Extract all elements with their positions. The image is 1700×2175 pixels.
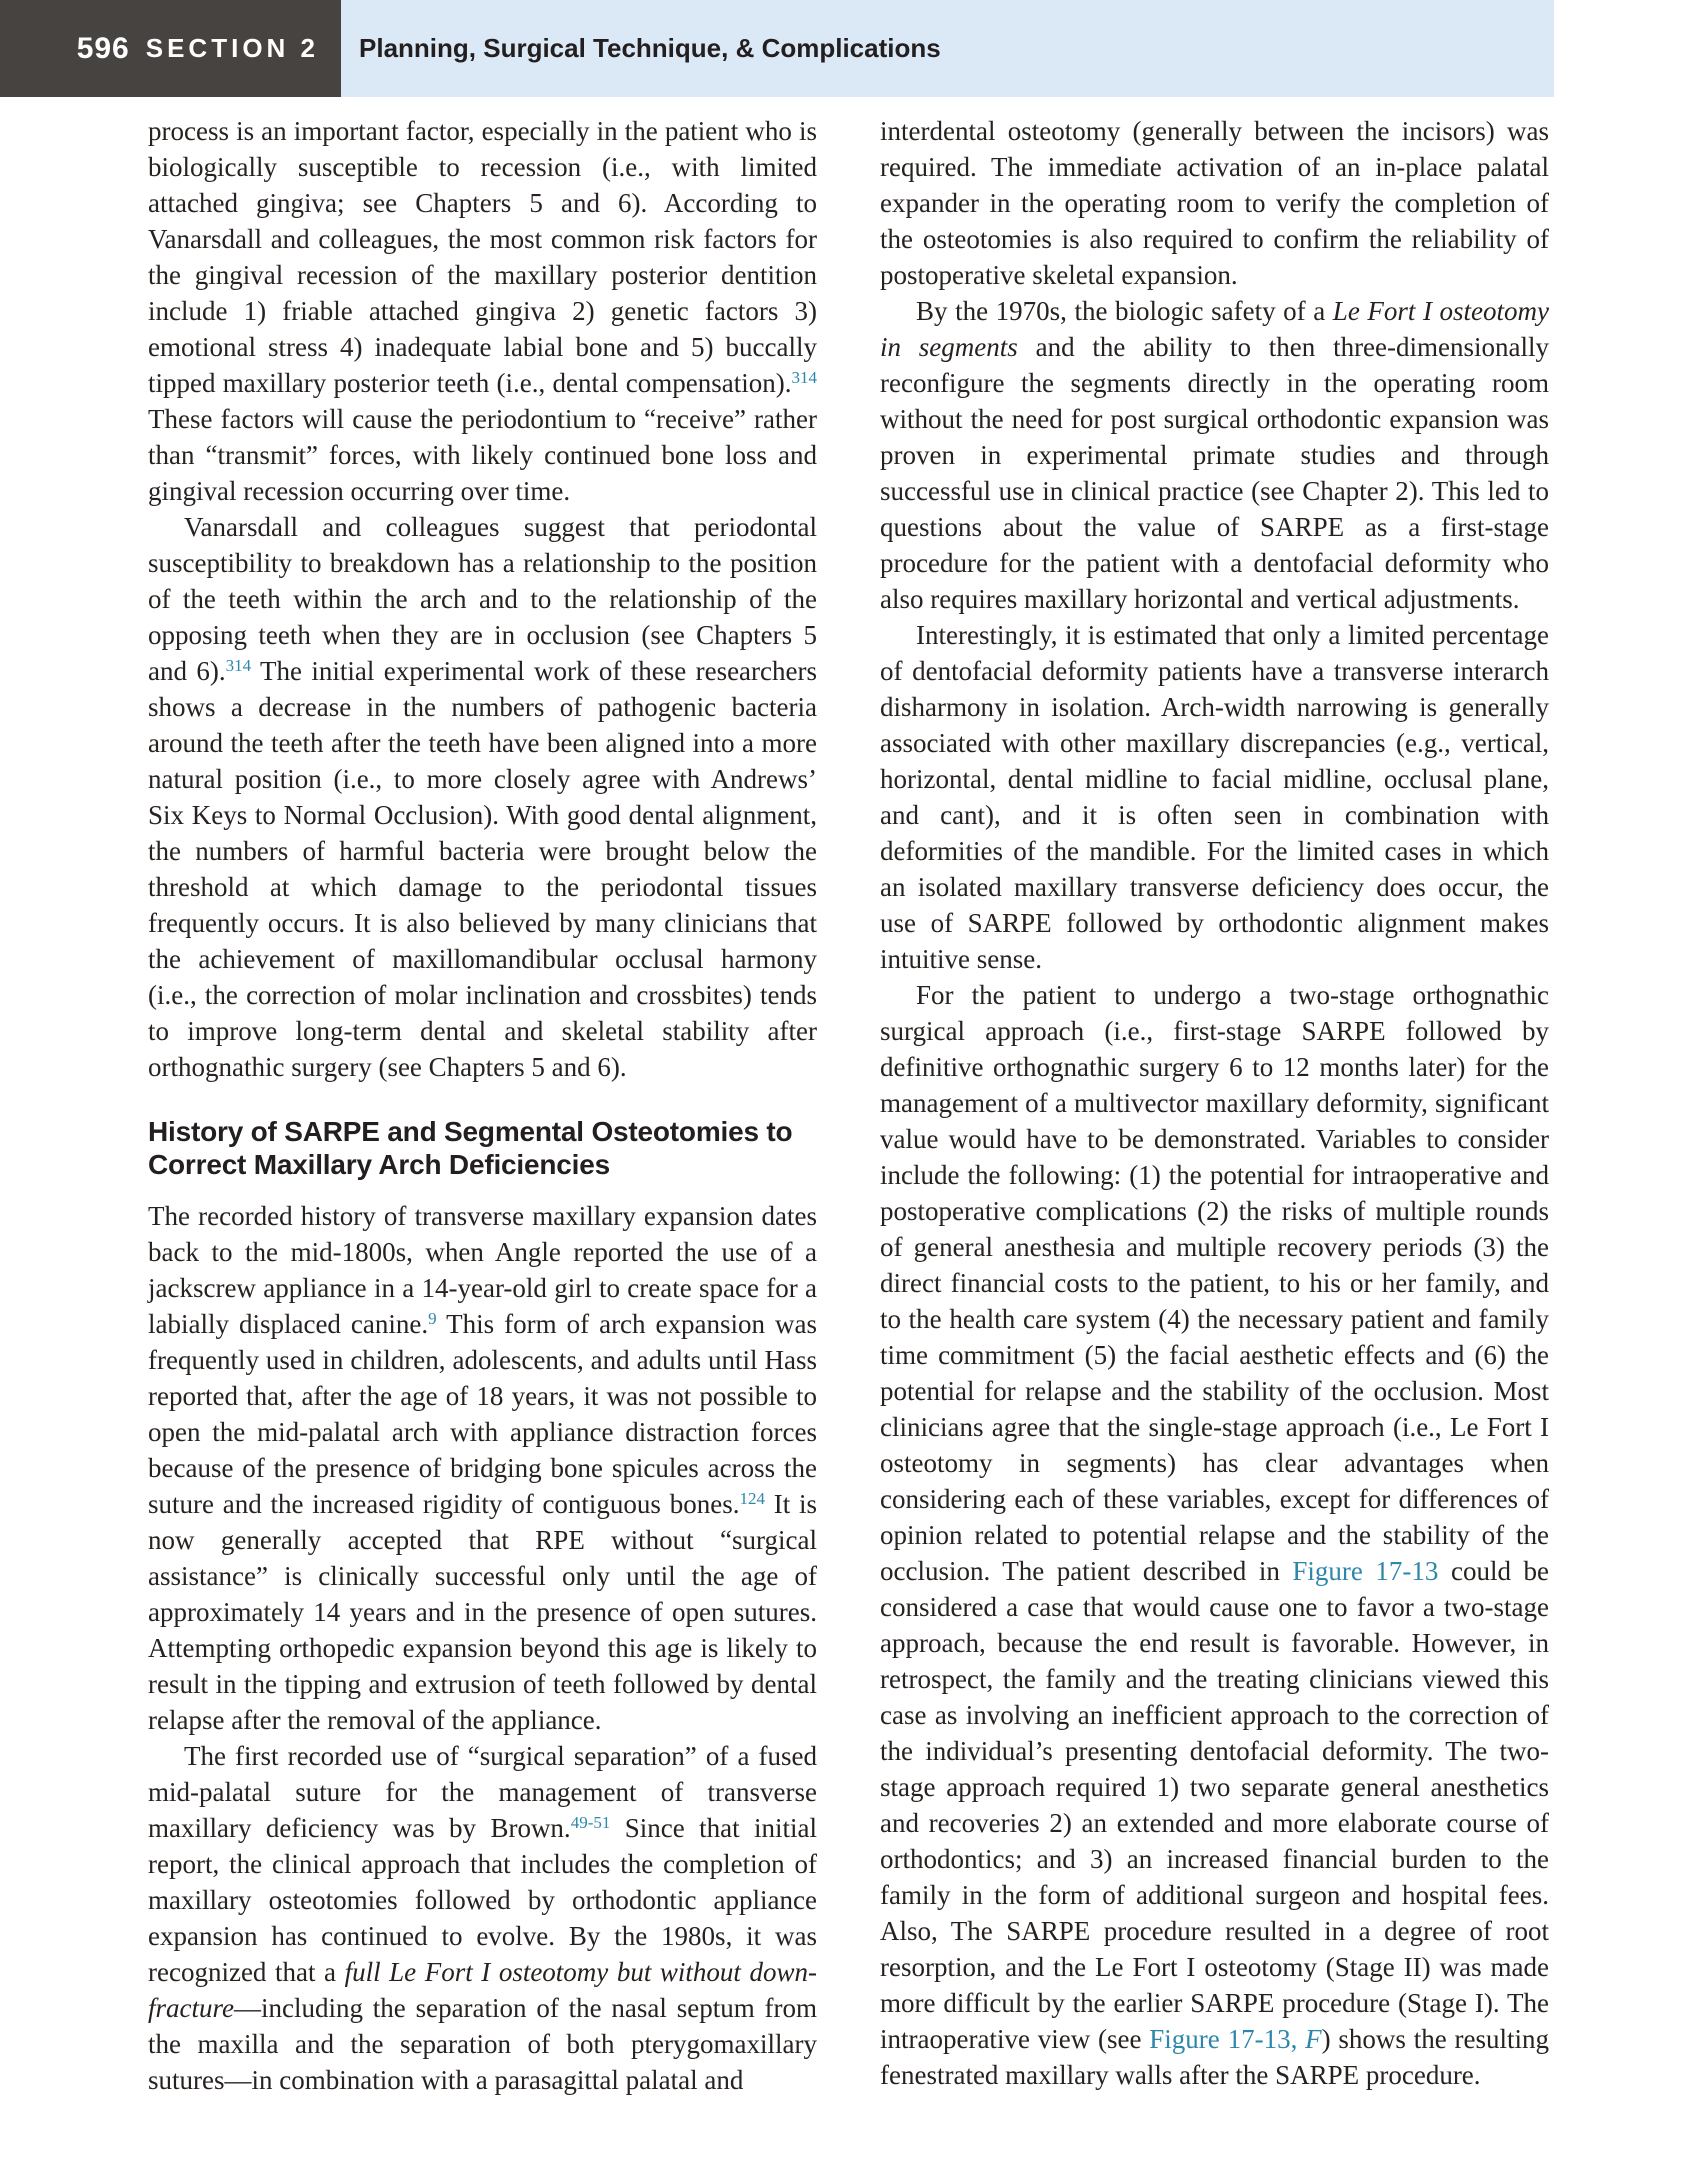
text-run: Since that initial report, the clinical approach that includes the completion of maxillary osteotomies followed by orthodontic appliance expansion has continued to evolve. By the 1980s, it was recognized that a [148,1813,817,1987]
header-title-bar [341,0,1554,97]
header-title: Planning, Surgical Technique, & Complications [359,33,941,63]
text-run: Vanarsdall and colleagues suggest that periodontal susceptibility to breakdown has a relationship to the position of the teeth within the arch and to the relationship of the opposing teeth when they are in occlusion (see Chapters 5 and 6). [148,512,817,686]
paragraph [880,617,1549,977]
paragraph [148,113,817,509]
text-run: By the 1970s, the biologic safety of a [916,296,1333,326]
italic-text: full Le Fort I osteotomy but without down-fracture [148,1957,817,2023]
figure-link[interactable]: Figure 17-13, [1149,2024,1306,2054]
left-column [148,113,817,2098]
section-number-box [0,0,341,97]
paragraph [148,1738,817,2098]
text-run: The first recorded use of “surgical separation” of a fused mid-palatal suture for the management of transverse maxillary deficiency was by Brown. [148,1741,817,1843]
text-run: For the patient to undergo a two-stage orthognathic surgical approach (i.e., first-stage SARPE followed by definitive orthognathic surgery 6 to 12 months later) for the management of a multivector maxillary deformity, significant value would have to be demonstrated. Variables to consider include the following: (1) the potential for intraoperative and postoperative complications (2) the risks of multiple rounds of general anesthesia and multiple recovery periods (3) the direct financial costs to the patient, to his or her family, and to the health care system (4) the necessary patient and family time commitment (5) the facial aesthetic effects and (6) the potential for relapse and the stability of the occlusion. Most clinicians agree that the single-stage approach (i.e., Le Fort I osteotomy in segments) has clear advantages when considering each of these variables, except for differences of opinion related to potential relapse and the stability of the occlusion. The patient described in [880,980,1549,1586]
section-label: SECTION 2 [145,33,319,63]
citation-link[interactable]: 314 [791,368,817,387]
text-run: ) shows the resulting fenestrated maxillary walls after the SARPE procedure. [880,2024,1550,2090]
text-run: interdental osteotomy (generally between the incisors) was required. The immediate activation of an in-place palatal expander in the operating room to verify the completion of the osteotomies is also required to confirm the reliability of postoperative skeletal expansion. [880,116,1549,290]
text-run: could be considered a case that would cause one to favor a two-stage approach, because the end result is favorable. However, in retrospect, the family and the treating clinicians viewed this case as involving an inefficient approach to the correction of the individual’s presenting dentofacial deformity. The two-stage approach required 1) two separate general anesthetics and recoveries 2) an extended and more elaborate course of orthodontics; and 3) an increased financial burden to the family in the form of additional surgeon and hospital fees. Also, The SARPE procedure resulted in a degree of root resorption, and the Le Fort I osteotomy (Stage II) was made more difficult by the earlier SARPE procedure (Stage I). The intraoperative view (see [880,1556,1549,2054]
citation-link[interactable]: 314 [225,656,252,675]
text-run: Interestingly, it is estimated that only a limited percentage of dentofacial deformity patients have a transverse interarch disharmony in isolation. Arch-width narrowing is generally associated with other maxillary discrepancies (e.g., vertical, horizontal, dental midline to facial midline, occlusal plane, and cant), and it is often seen in combination with deformities of the mandible. For the limited cases in which an isolated maxillary transverse deficiency does occur, the use of SARPE followed by orthodontic alignment makes intuitive sense. [880,620,1549,974]
citation-link[interactable]: 124 [739,1489,765,1508]
figure-link[interactable]: F [1305,2024,1322,2054]
page-number: 596 [76,31,130,65]
text-run: and the ability to then three-dimensionally reconfigure the segments directly in the operating room without the need for post surgical orthodontic expansion was proven in experimental primate studies and through successful use in clinical practice (see Chapter 2). This led to questions about the value of SARPE as a first-stage procedure for the patient with a dentofacial deformity who also requires maxillary horizontal and vertical adjustments. [880,332,1549,614]
text-run: This form of arch expansion was frequently used in children, adolescents, and adults until Hass reported that, after the age of 18 years, it was not possible to open the mid-palatal arch with appliance distraction forces because of the presence of bridging bone spicules across the suture and the increased rigidity of contiguous bones. [148,1309,817,1519]
header-spacer [1554,0,1700,97]
paragraph [880,113,1549,293]
italic-text: Le Fort I osteotomy in segments [880,296,1549,362]
paragraph [880,977,1549,2093]
paragraph [148,509,817,1085]
citation-link[interactable]: 9 [428,1309,437,1328]
text-run: process is an important factor, especially in the patient who is biologically susceptible to recession (i.e., with limited attached gingiva; see Chapters 5 and 6). According to Vanarsdall and colleagues, the most common risk factors for the gingival recession of the maxillary posterior dentition include 1) friable attached gingiva 2) genetic factors 3) emotional stress 4) inadequate labial bone and 5) buccally tipped maxillary posterior teeth (i.e., dental compensation). [148,116,817,398]
text-run: The initial experimental work of these researchers shows a decrease in the numbers of pathogenic bacteria around the teeth after the teeth have been aligned into a more natural position (i.e., to more closely agree with Andrews’ Six Keys to Normal Occlusion). With good dental alignment, the numbers of harmful bacteria were brought below the threshold at which damage to the periodontal tissues frequently occurs. It is also believed by many clinicians that the achievement of maxillomandibular occlusal harmony (i.e., the correction of molar inclination and crossbites) tends to improve long-term dental and skeletal stability after orthognathic surgery (see Chapters 5 and 6). [148,656,817,1082]
text-run: It is now generally accepted that RPE without “surgical assistance” is clinically successful only until the age of approximately 14 years and in the presence of open sutures. Attempting orthopedic expansion beyond this age is likely to result in the tipping and extrusion of teeth followed by dental relapse after the removal of the appliance. [148,1489,817,1735]
text-run: The recorded history of transverse maxillary expansion dates back to the mid-1800s, when Angle reported the use of a jackscrew appliance in a 14-year-old girl to create space for a labially displaced canine. [148,1201,817,1339]
citation-link[interactable]: 49-51 [570,1813,611,1832]
section-heading: History of SARPE and Segmental Osteotomies to Correct Maxillary Arch Deficiencies [148,1116,793,1180]
page-header [0,0,1700,97]
text-run: These factors will cause the periodontium to “receive” rather than “transmit” forces, with likely continued bone loss and gingival recession occurring over time. [148,404,817,506]
paragraph [148,1198,817,1738]
text-run: —including the separation of the nasal septum from the maxilla and the separation of both pterygomaxillary sutures—in combination with a parasagittal palatal and [148,1993,817,2095]
paragraph [880,293,1549,617]
right-column [880,113,1549,2098]
page-body [0,97,1700,2098]
figure-link[interactable]: Figure 17-13 [1292,1556,1439,1586]
